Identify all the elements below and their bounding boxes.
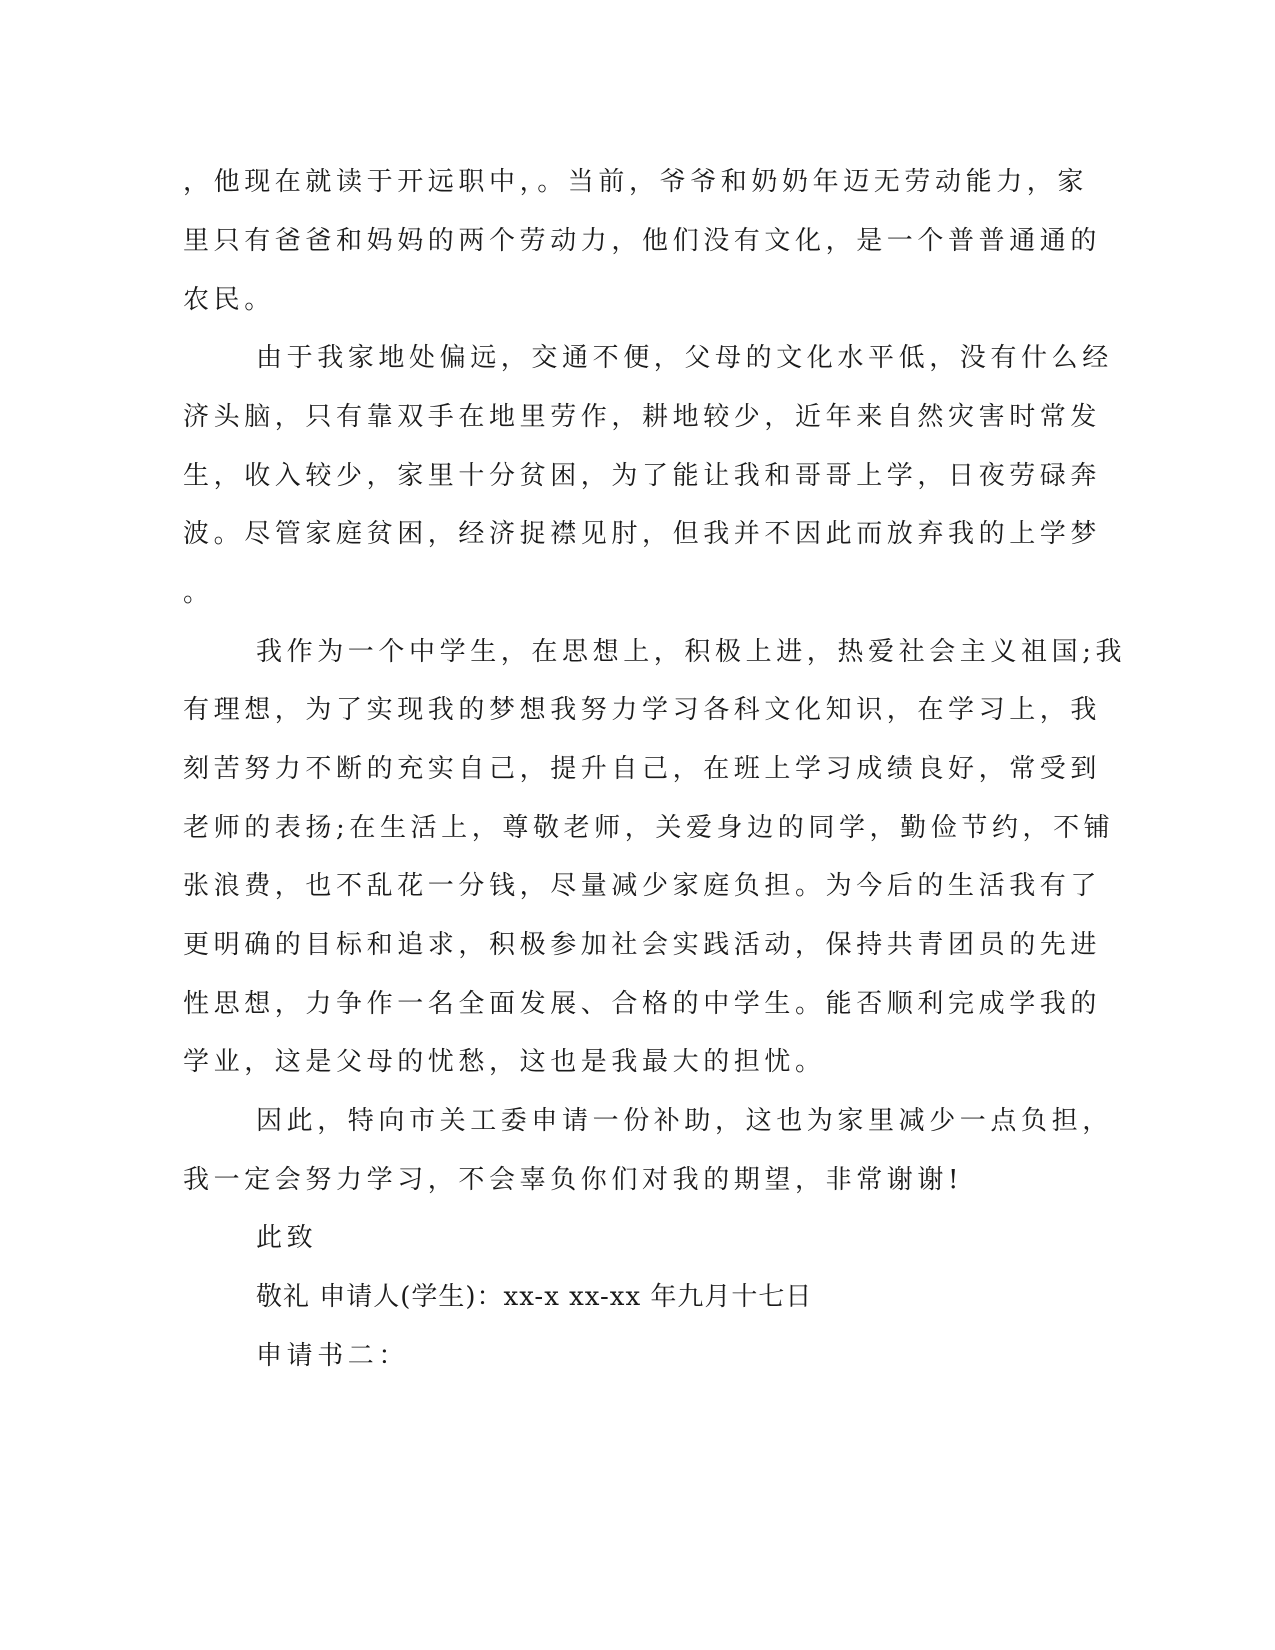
paragraph-line: 我一定会努力学习，不会辜负你们对我的期望，非常谢谢!: [183, 1165, 964, 1195]
paragraph-line: 里只有爸爸和妈妈的两个劳动力，他们没有文化，是一个普普通通的: [183, 226, 1102, 256]
paragraph-line: 更明确的目标和追求，积极参加社会实践活动，保持共青团员的先进: [183, 930, 1102, 960]
paragraph-line: 有理想，为了实现我的梦想我努力学习各科文化知识，在学习上，我: [183, 695, 1102, 725]
section-heading: 申请书二：: [256, 1341, 410, 1371]
paragraph-line: 性思想，力争作一名全面发展、合格的中学生。能否顺利完成学我的: [183, 989, 1102, 1019]
paragraph-line: 农民。: [183, 285, 275, 315]
paragraph-line: 波。尽管家庭贫困，经济捉襟见肘，但我并不因此而放弃我的上学梦: [183, 519, 1102, 549]
paragraph-line: 刻苦努力不断的充实自己，提升自己，在班上学习成绩良好，常受到: [183, 754, 1102, 784]
paragraph-line: 学业，这是父母的忧愁，这也是我最大的担忧。: [183, 1047, 826, 1077]
paragraph-line: 。: [183, 578, 214, 608]
salutation-line: 此致: [256, 1223, 318, 1253]
paragraph-line: 老师的表扬;在生活上，尊敬老师，关爱身边的同学，勤俭节约，不铺: [183, 813, 1115, 843]
paragraph-line: 济头脑，只有靠双手在地里劳作，耕地较少，近年来自然灾害时常发: [183, 402, 1102, 432]
paragraph-line: 生，收入较少，家里十分贫困，为了能让我和哥哥上学，日夜劳碌奔: [183, 461, 1102, 491]
paragraph-line: ，他现在就读于开远职中，。当前，爷爷和奶奶年迈无劳动能力，家: [183, 167, 1089, 197]
paragraph-line: 因此，特向市关工委申请一份补助，这也为家里减少一点负担，: [256, 1106, 1113, 1136]
paragraph-line: 张浪费，也不乱花一分钱，尽量减少家庭负担。为今后的生活我有了: [183, 871, 1102, 901]
paragraph-line: 由于我家地处偏远，交通不便，父母的文化水平低，没有什么经: [256, 343, 1113, 373]
paragraph-line: 我作为一个中学生，在思想上，积极上进，热爱社会主义祖国;我: [256, 637, 1127, 667]
signature-line: 敬礼 申请人(学生)：xx-x xx-xx 年九月十七日: [256, 1282, 813, 1312]
